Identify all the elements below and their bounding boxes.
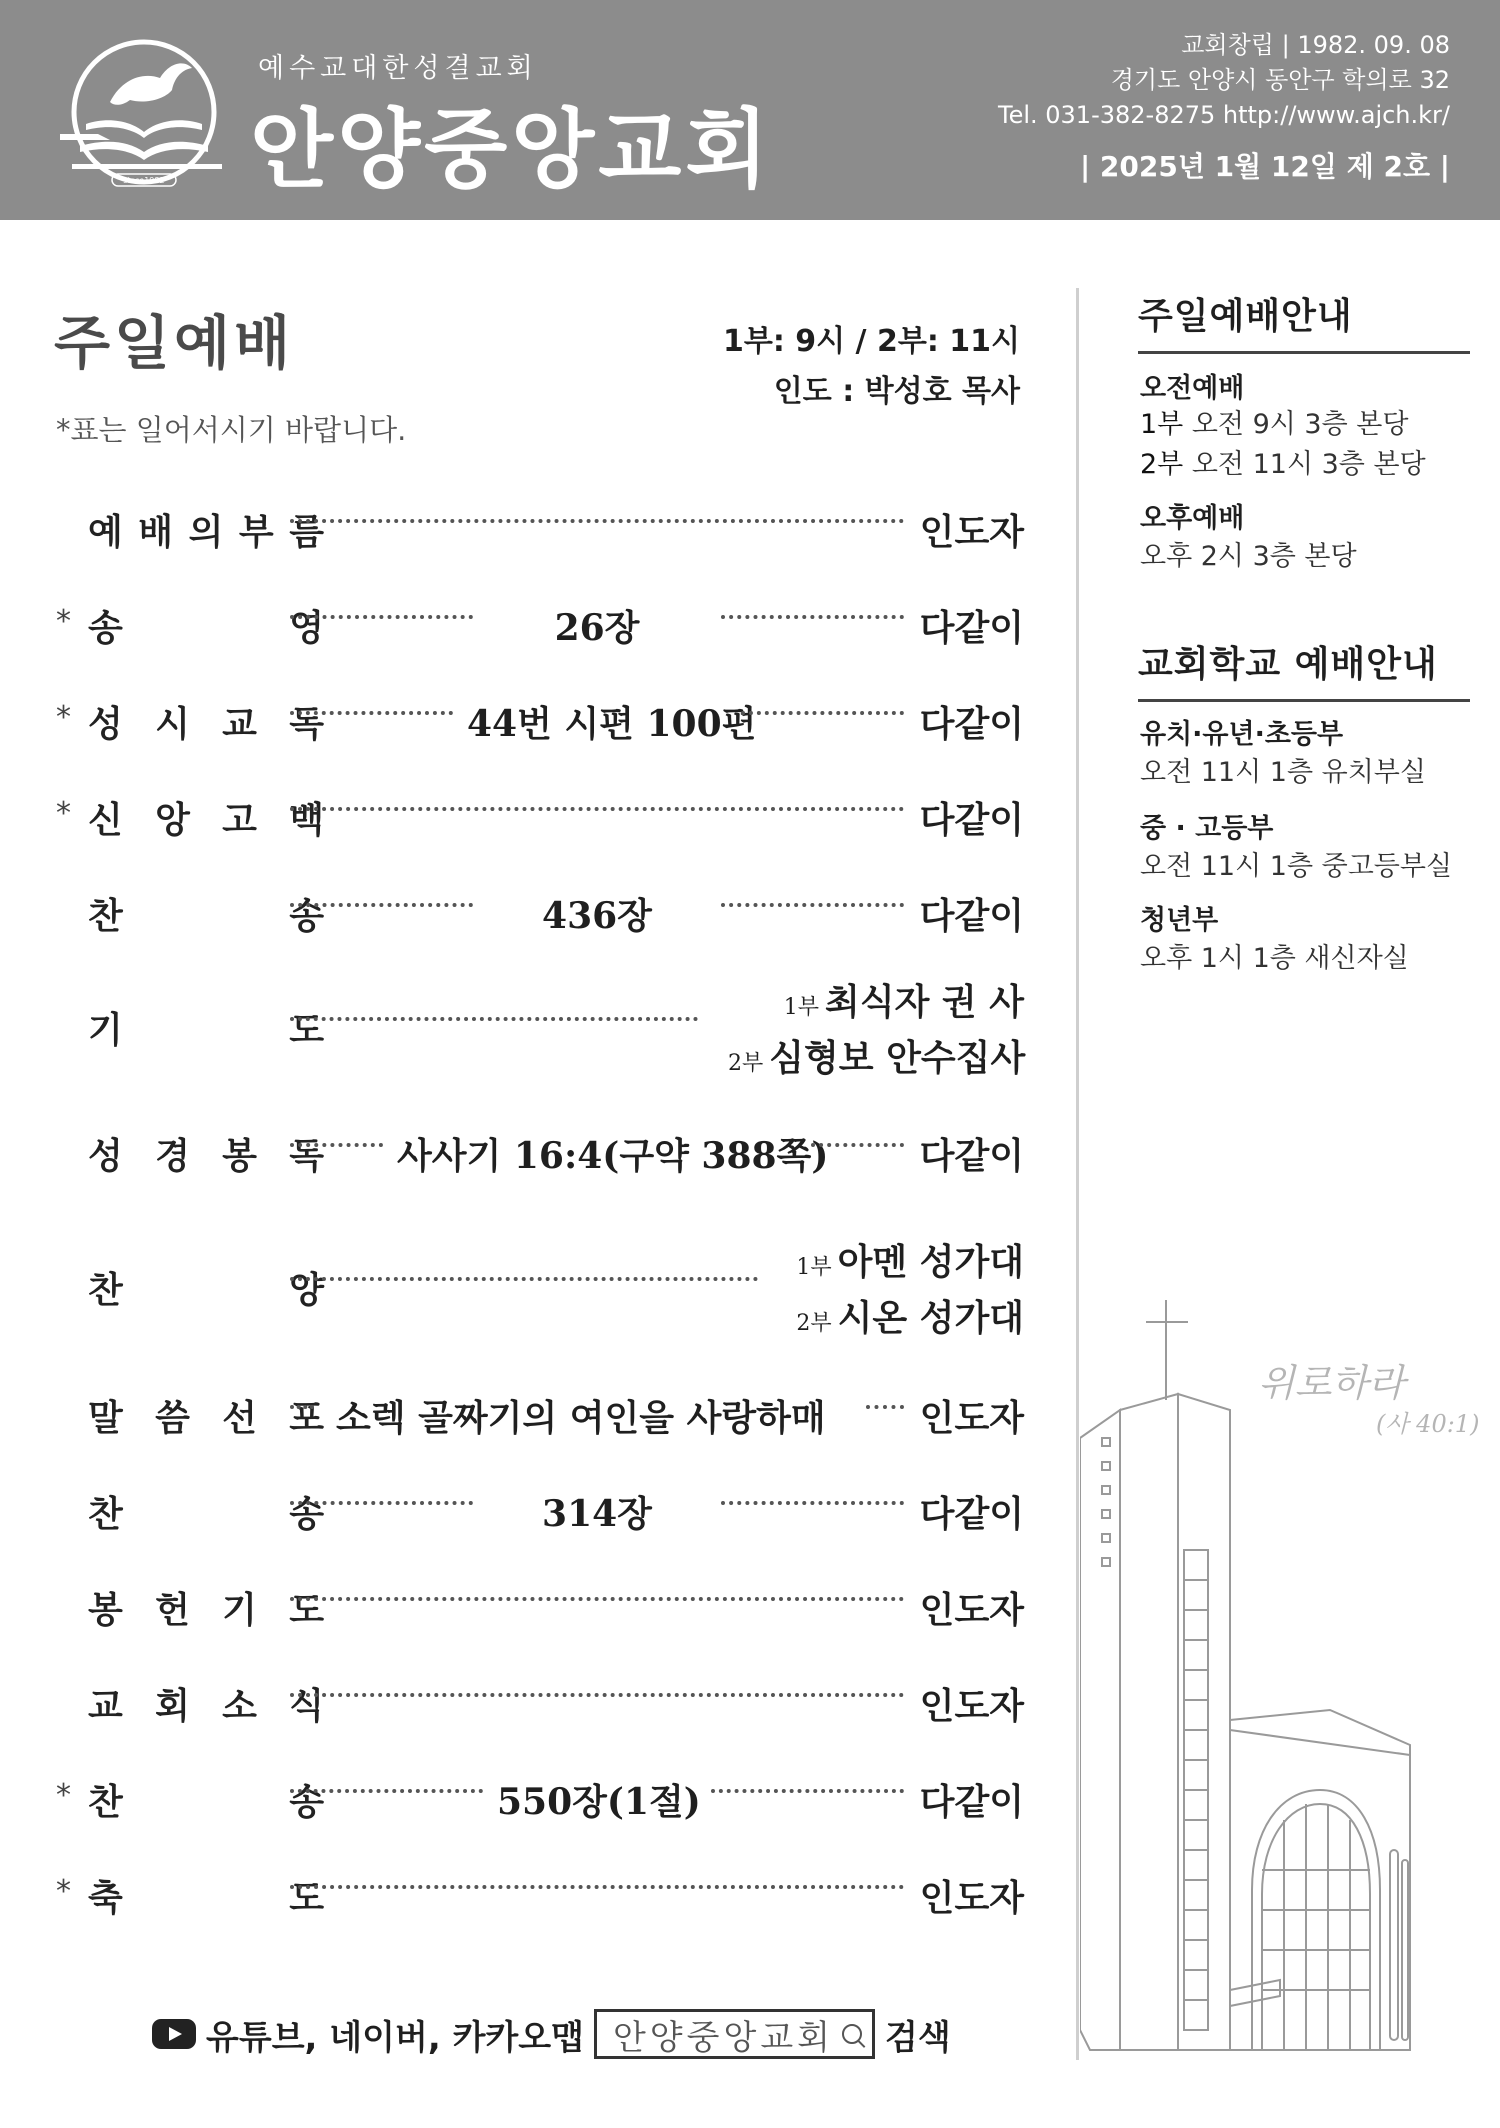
label-char: 의 [188, 512, 224, 553]
worship-order-row [56, 1241, 1024, 1339]
order-item-content: 314장 [542, 1493, 652, 1535]
header-banner [0, 0, 1500, 220]
order-item-responsible: 인도자 [919, 512, 1024, 553]
label-char: 찬 [88, 1494, 123, 1535]
afternoon-service: 오후 2시 3층 본당 [1140, 541, 1357, 572]
label-char: 앙 [155, 800, 190, 841]
morning-service-1-text: 오전 9시 3층 본당 [1183, 409, 1409, 440]
order-item-content: 44번 시편 100편 [467, 703, 757, 745]
contact-line[interactable]: Tel. 031-382-8275 http://www.ajch.kr/ [997, 101, 1450, 129]
comfort-verse-ref: (사 40:1) [1376, 1410, 1480, 1438]
young-adult-service: 오후 1시 1층 새신자실 [1140, 943, 1409, 974]
label-char: 기 [222, 1590, 257, 1631]
label-char: 양 [289, 1270, 324, 1311]
label-char: 독 [289, 704, 324, 745]
order-item-responsible: 다같이 [919, 800, 1024, 841]
issue-number: | 2025년 1월 12일 제 2호 | [1079, 150, 1450, 183]
service-times: 1부: 9시 / 2부: 11시 [722, 324, 1020, 359]
label-char: 선 [222, 1398, 257, 1439]
youth-dept-label: 중 · 고등부 [1140, 813, 1274, 844]
order-item-label [88, 696, 324, 747]
worship-order-row [56, 1766, 1024, 1826]
participant-line [788, 1237, 1024, 1293]
label-char: 백 [289, 800, 324, 841]
label-char: 헌 [155, 1590, 190, 1631]
standing-star: * [56, 604, 71, 639]
worship-order-row [56, 592, 1024, 652]
label-char: 씀 [155, 1398, 190, 1439]
dotted-leader [721, 1501, 904, 1505]
label-char: 부 [238, 512, 274, 553]
dotted-leader [290, 1885, 904, 1889]
label-char: 찬 [88, 896, 123, 937]
morning-service-2-text: 오전 11시 3층 본당 [1183, 449, 1426, 480]
dotted-leader [290, 1405, 314, 1409]
dotted-leader [290, 519, 904, 523]
label-char: 축 [88, 1878, 123, 1919]
order-item-label [88, 1486, 324, 1537]
church-logo-icon [52, 38, 222, 188]
label-char: 배 [138, 512, 174, 553]
dotted-leader [290, 1501, 473, 1505]
footer-search-hint [152, 2006, 951, 2062]
dotted-leader [290, 1693, 904, 1697]
dotted-leader [811, 1143, 904, 1147]
order-item-label [88, 1774, 324, 1825]
dotted-leader [290, 1017, 698, 1021]
comfort-calligraphy: 위로하라 [1258, 1361, 1405, 1405]
order-item-label [88, 1678, 324, 1729]
label-char: 봉 [88, 1590, 123, 1631]
kids-dept-service: 오전 11시 1층 유치부실 [1140, 757, 1426, 788]
kids-dept-label: 유치·유년·초등부 [1140, 719, 1344, 750]
order-item-responsible: 다같이 [919, 1494, 1024, 1535]
order-item-content: 소렉 골짜기의 여인을 사랑하매 [336, 1398, 826, 1439]
worship-order-row [56, 496, 1024, 556]
label-char: 교 [88, 1686, 123, 1727]
young-adult-label: 청년부 [1140, 905, 1219, 936]
search-label: 검색 [885, 2017, 951, 2058]
order-item-responsible: 다같이 [919, 704, 1024, 745]
morning-worship-label: 오전예배 [1140, 373, 1245, 404]
school-worship-title: 교회학교 예배안내 [1138, 636, 1470, 702]
worship-leader: 인도 : 박성호 목사 [773, 374, 1020, 409]
worship-order-row [56, 1574, 1024, 1634]
order-item-label [88, 1128, 324, 1179]
dotted-leader [290, 903, 473, 907]
search-icon [842, 2024, 862, 2044]
label-char: 성 [88, 704, 123, 745]
dotted-leader [711, 1789, 904, 1793]
order-item-responsible: 인도자 [919, 1686, 1024, 1727]
worship-order-row [56, 1670, 1024, 1730]
sunday-worship-title: 주일예배안내 [1138, 288, 1470, 354]
standing-star: * [56, 700, 71, 735]
order-item-label [88, 600, 324, 651]
denomination: 예수교대한성결교회 [258, 53, 538, 84]
participant-line [728, 977, 1024, 1033]
worship-order-row [56, 1382, 1024, 1442]
worship-order-row [56, 1120, 1024, 1180]
label-char: 영 [289, 608, 324, 649]
morning-service-1 [1140, 402, 1408, 441]
youth-dept-service: 오전 11시 1층 중고등부실 [1140, 851, 1453, 882]
worship-order-row [56, 880, 1024, 940]
order-item-label [88, 888, 324, 939]
label-char: 름 [289, 512, 324, 553]
order-item-content: 26장 [554, 607, 640, 649]
search-term: 안양중앙교회 [612, 2017, 835, 2058]
label-char: 송 [88, 608, 123, 649]
order-item-responsible: 다같이 [919, 1136, 1024, 1177]
label-char: 봉 [222, 1136, 257, 1177]
order-item-responsible: 다같이 [919, 896, 1024, 937]
label-char: 예 [88, 512, 123, 553]
dotted-leader [290, 1143, 383, 1147]
part-label: 2부 [728, 1051, 764, 1076]
youtube-icon [152, 2019, 196, 2049]
label-char: 교 [222, 704, 257, 745]
label-char: 회 [155, 1686, 190, 1727]
worship-order-row [56, 1478, 1024, 1538]
label-char: 경 [155, 1136, 190, 1177]
part-label: 1부 [783, 995, 820, 1020]
worship-order-row [56, 981, 1026, 1079]
standing-star: * [56, 1874, 71, 1909]
worship-order-row [56, 1862, 1024, 1922]
column-divider [1076, 288, 1079, 2060]
standing-star: * [56, 1778, 71, 1813]
order-item-label [88, 1582, 324, 1633]
church-name: 안양중앙교회 [250, 100, 773, 200]
label-char: 기 [88, 1010, 123, 1051]
order-item-label [88, 1262, 324, 1313]
dotted-leader [290, 615, 473, 619]
order-item-content: 사사기 16:4(구약 388쪽) [397, 1135, 829, 1177]
part-label: 1부 [1140, 409, 1184, 440]
label-char: 신 [88, 800, 123, 841]
label-char: 도 [289, 1590, 324, 1631]
order-item-responsible: 인도자 [919, 1398, 1024, 1439]
label-char: 소 [222, 1686, 257, 1727]
dotted-leader [741, 711, 904, 715]
participant-name: 심형보 안수집사 [769, 1037, 1026, 1079]
participant-line [728, 1033, 1024, 1089]
order-item-label [88, 1870, 324, 1921]
founded-date: 교회창립 | 1982. 09. 08 [1181, 31, 1450, 59]
label-char: 고 [222, 800, 257, 841]
label-char: 찬 [88, 1782, 123, 1823]
participant-name: 아멘 성가대 [837, 1241, 1024, 1283]
order-item-responsible: 다같이 [919, 1782, 1024, 1823]
order-item-label [88, 1002, 324, 1053]
order-item-label [88, 1390, 324, 1441]
dotted-leader [290, 807, 904, 811]
label-char: 송 [289, 1494, 324, 1535]
order-item-content: 550장(1절) [497, 1781, 701, 1823]
label-char: 송 [289, 1782, 324, 1823]
order-item-responsible: 다같이 [919, 608, 1024, 649]
church-info [998, 28, 1450, 133]
dotted-leader [721, 615, 904, 619]
dotted-leader [866, 1405, 904, 1409]
worship-order-row [56, 784, 1024, 844]
dotted-leader [290, 1789, 483, 1793]
afternoon-worship-label: 오후예배 [1140, 503, 1245, 534]
label-char: 포 [289, 1398, 324, 1439]
worship-order-row [56, 688, 1024, 748]
part-label: 2부 [1140, 449, 1184, 480]
dotted-leader [721, 903, 904, 907]
part-label: 2부 [796, 1311, 832, 1336]
dotted-leader [290, 1597, 904, 1601]
morning-service-2 [1140, 442, 1426, 481]
search-box [594, 2009, 875, 2059]
page-title: 주일예배 [54, 309, 295, 377]
label-char: 식 [289, 1686, 324, 1727]
dotted-leader [290, 1277, 758, 1281]
order-item-label [88, 792, 324, 843]
participants [728, 977, 1024, 1089]
part-label: 1부 [796, 1255, 832, 1280]
label-char: 말 [88, 1398, 123, 1439]
label-char: 성 [88, 1136, 123, 1177]
standing-star: * [56, 796, 71, 831]
address: 경기도 안양시 동안구 학의로 32 [1110, 66, 1450, 94]
dotted-leader [290, 711, 453, 715]
participant-line [788, 1293, 1024, 1349]
label-char: 시 [155, 704, 190, 745]
label-char: 도 [289, 1878, 324, 1919]
platform-list: 유튜브, 네이버, 카카오맵 [206, 2017, 584, 2058]
participants [788, 1237, 1024, 1349]
logo-text: since1982 [123, 176, 165, 185]
label-char: 찬 [88, 1270, 123, 1311]
label-char: 도 [289, 1010, 324, 1051]
order-item-label [88, 504, 324, 555]
participant-name: 최식자 권 사 [825, 981, 1024, 1023]
participant-name: 시온 성가대 [837, 1297, 1024, 1339]
order-item-responsible: 인도자 [919, 1590, 1024, 1631]
standing-note: *표는 일어서시기 바랍니다. [56, 413, 407, 447]
label-char: 송 [289, 896, 324, 937]
order-item-content: 436장 [542, 895, 652, 937]
label-char: 독 [289, 1136, 324, 1177]
order-item-responsible: 인도자 [919, 1878, 1024, 1919]
